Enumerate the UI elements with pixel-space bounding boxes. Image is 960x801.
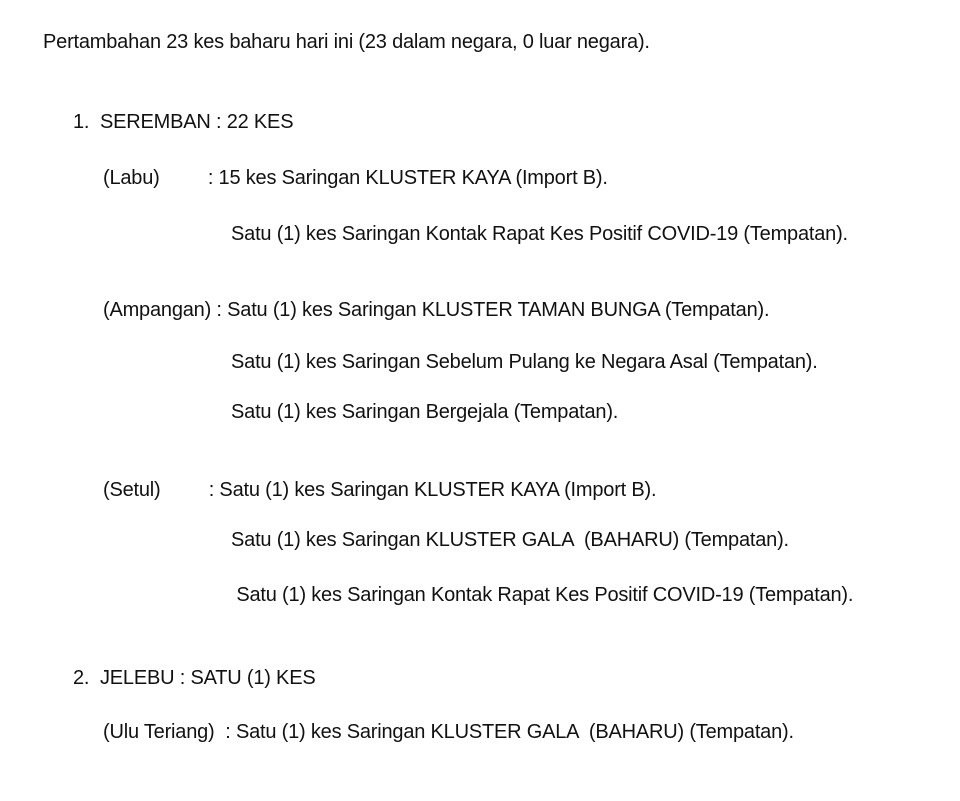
- section-heading-seremban: 1. SEREMBAN : 22 KES: [73, 111, 294, 133]
- location-setul-detail: Satu (1) kes Saringan KLUSTER GALA (BAHARU) (Tempatan).: [231, 529, 789, 551]
- location-ampangan-detail: Satu (1) kes Saringan Sebelum Pulang ke Negara Asal (Tempatan).: [231, 351, 818, 373]
- intro-text: Pertambahan 23 kes baharu hari ini (23 dalam negara, 0 luar negara).: [43, 31, 650, 53]
- location-setul: (Setul) : Satu (1) kes Saringan KLUSTER KAYA (Import B).: [103, 479, 657, 501]
- location-labu: (Labu) : 15 kes Saringan KLUSTER KAYA (Import B).: [103, 167, 608, 189]
- location-ulu-teriang: (Ulu Teriang) : Satu (1) kes Saringan KLUSTER GALA (BAHARU) (Tempatan).: [103, 721, 794, 743]
- location-ampangan: (Ampangan) : Satu (1) kes Saringan KLUSTER TAMAN BUNGA (Tempatan).: [103, 299, 770, 321]
- location-labu-detail: Satu (1) kes Saringan Kontak Rapat Kes Positif COVID-19 (Tempatan).: [231, 223, 848, 245]
- section-heading-jelebu: 2. JELEBU : SATU (1) KES: [73, 667, 316, 689]
- location-ampangan-detail: Satu (1) kes Saringan Bergejala (Tempatan).: [231, 401, 619, 423]
- location-setul-detail: Satu (1) kes Saringan Kontak Rapat Kes Positif COVID-19 (Tempatan).: [231, 584, 854, 606]
